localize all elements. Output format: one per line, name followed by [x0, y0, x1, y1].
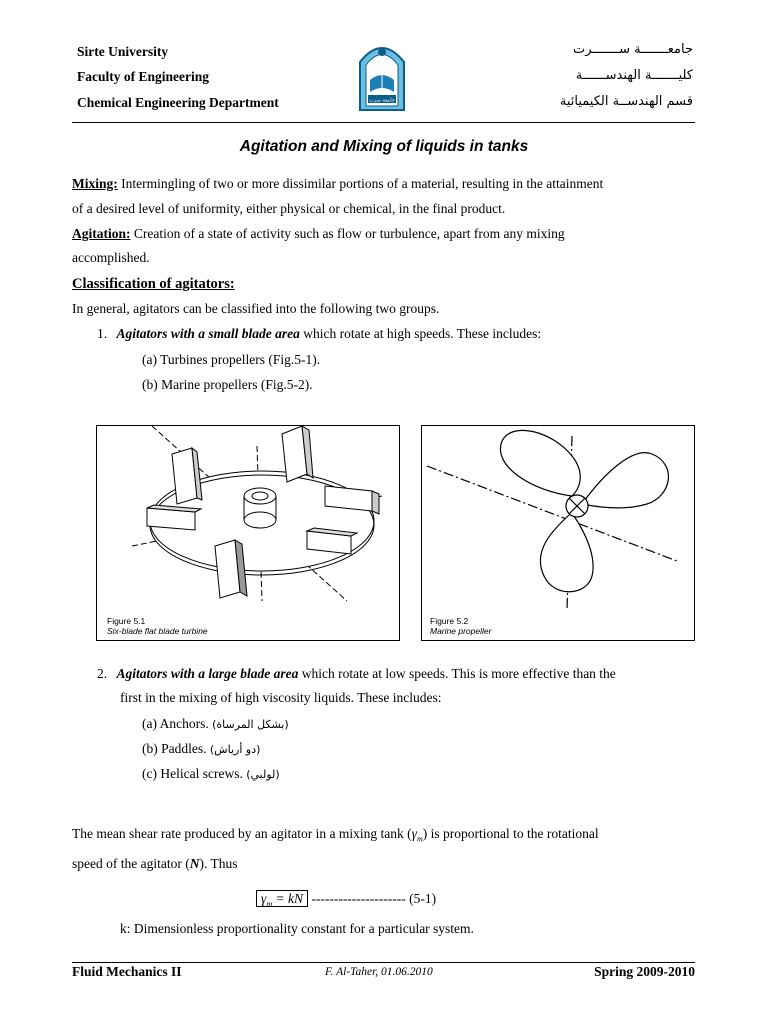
figure-5-1-label: Figure 5.1 — [107, 616, 146, 626]
group-1-number: 1. — [97, 326, 108, 341]
department-name-arabic: قسم الهندســة الكيميائية — [559, 94, 693, 109]
k-definition: k: Dimensionless proportionality constant for a particular system. — [120, 921, 474, 936]
shear-rate-sentence: The mean shear rate produced by an agitator in a mixing tank $(\gamma_m)$ is proportional to the rotational — [72, 826, 599, 844]
page-title: Agitation and Mixing of liquids in tanks — [239, 138, 529, 155]
university-logo — [352, 40, 412, 112]
figure-5-2-label: Figure 5.2 — [430, 616, 469, 626]
group-2-description-line-2: first in the mixing of high viscosity liquids. These includes: — [120, 690, 442, 705]
mixing-text-line-1: Intermingling of two or more dissimilar portions of a material, resulting in the attainment — [121, 176, 604, 191]
figure-5-2 — [421, 425, 695, 641]
group-2-title: Agitators with a large blade area — [116, 666, 299, 681]
equation-box: $\gamma_m$ = kN — [256, 890, 308, 907]
footer-divider — [72, 962, 695, 963]
agitation-text-line-1: Creation of a state of activity such as flow or turbulence, apart from any mixing — [133, 226, 565, 241]
faculty-name-arabic: كليـــــــة الهندســــــة — [575, 68, 693, 83]
group-1-item — [97, 322, 541, 346]
mixing-definition — [72, 172, 695, 196]
university-name: Sirte University — [77, 44, 169, 59]
logo-text: جامعة سرت — [369, 97, 395, 104]
group-2-subitem-b: (b) Paddles. (دو أرياش) — [142, 741, 261, 756]
group-2-number: 2. — [97, 666, 108, 681]
equation-number: --------------------- (5-1) — [311, 891, 437, 906]
shear-rate-sentence-line-2: speed of the agitator (N). Thus — [72, 856, 238, 871]
group-2-subitem-c: (c) Helical screws. (لولبي) — [142, 766, 280, 781]
classification-intro: In general, agitators can be classified into the following two groups. — [72, 301, 440, 316]
department-name: Chemical Engineering Department — [77, 95, 279, 110]
footer-author: F. Al-Taher, 01.06.2010 — [325, 966, 433, 978]
group-2-subitem-b-arabic: (دو أرياش) — [209, 743, 261, 756]
figure-5-1 — [96, 425, 400, 641]
group-2-item — [97, 662, 695, 686]
group-2-description-line-1: which rotate at low speeds. This is more effective than the — [301, 666, 616, 681]
group-1-title: Agitators with a small blade area — [116, 326, 300, 341]
mixing-term: Mixing: — [72, 176, 118, 191]
equation-5-1 — [256, 887, 436, 917]
shear-rate-symbol: $\gamma_m$ — [411, 826, 423, 844]
agitation-text-line-2: accomplished. — [72, 250, 150, 265]
group-2-subitem-a-arabic: (بشكل المرساة) — [212, 718, 289, 731]
footer-course: Fluid Mechanics II — [72, 964, 182, 979]
agitation-definition — [72, 222, 695, 246]
faculty-name: Faculty of Engineering — [77, 69, 209, 84]
figure-5-1-caption: Six-blade flat blade turbine — [107, 626, 208, 636]
group-1-description: which rotate at high speeds. These includes: — [303, 326, 542, 341]
classification-heading: Classification of agitators: — [72, 276, 235, 292]
agitation-term: Agitation: — [72, 226, 131, 241]
group-2-subitem-c-arabic: (لولبي) — [246, 768, 280, 781]
mixing-text-line-2: of a desired level of uniformity, either physical or chemical, in the final product. — [72, 201, 506, 216]
header-divider — [72, 122, 695, 123]
figure-5-2-caption: Marine propeller — [430, 626, 492, 636]
group-1-subitem-a: (a) Turbines propellers (Fig.5-1). — [142, 352, 321, 367]
group-1-subitem-b: (b) Marine propellers (Fig.5-2). — [142, 377, 313, 392]
footer-term: Spring 2009-2010 — [594, 964, 695, 979]
university-name-arabic: جامعـــــــة ســـــــرت — [573, 42, 693, 57]
group-2-subitem-a: (a) Anchors. (بشكل المرساة) — [142, 716, 289, 731]
